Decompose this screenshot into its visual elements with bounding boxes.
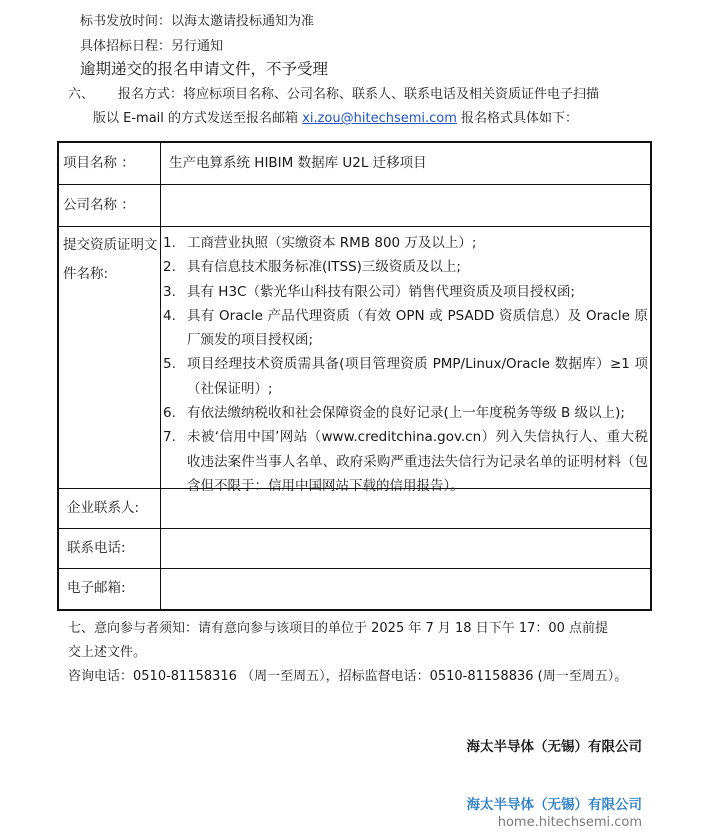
late-submission-notice: 逾期递交的报名申请文件，不予受理: [80, 60, 329, 78]
qualification-cell: [161, 227, 650, 494]
qualification-text: 具有 Oracle 产品代理资质（有效 OPN 或 PSADD 资质信息）及 Oracle 原厂颁发的项目授权函;: [187, 307, 648, 349]
email-row: [59, 569, 650, 609]
qualification-number: 6.: [163, 405, 176, 422]
qualification-text: 具有 H3C（紫光华山科技有限公司）销售代理资质及项目授权函;: [187, 283, 576, 300]
qualification-row: [59, 227, 650, 494]
phone-label: 联系电话:: [59, 529, 161, 568]
watermark-url: home.hitechsemi.com: [497, 815, 642, 830]
qualification-text: 有依法缴纳税收和社会保障资金的良好记录(上一年度税务等级 B 级以上);: [187, 405, 625, 422]
section6-line2-after: 报名格式具体如下：: [461, 111, 579, 126]
qualification-item: [161, 280, 648, 304]
qualification-text: 具有信息技术服务标准(ITSS)三级资质及以上;: [187, 259, 461, 276]
project-name-value: 生产电算系统 HIBIM 数据库 U2L 迁移项目: [169, 155, 427, 171]
phone-row: [59, 529, 650, 569]
watermark-company-name: 海太半导体（无锡）有限公司: [466, 797, 642, 813]
qualification-item: [161, 304, 648, 353]
qualification-item: [161, 231, 648, 255]
qualification-item: [161, 425, 648, 498]
schedule-line: 具体招标日程：另行通知: [80, 39, 224, 54]
company-name-field[interactable]: [161, 185, 650, 226]
project-name-label: 项目名称 ：: [59, 143, 161, 184]
company-signature: 海太半导体（无锡）有限公司: [466, 739, 642, 755]
section6-line1: 报名方式：将应标项目名称、公司名称、联系人、联系电话及相关资质证件电子扫描: [118, 87, 600, 102]
section7-line2: 交上述文件。: [68, 645, 147, 660]
qualification-number: 7.: [163, 429, 176, 446]
section6-line2: [93, 107, 578, 126]
qualification-list: [161, 231, 648, 498]
qualification-number: 4.: [163, 307, 176, 324]
qualification-number: 3.: [163, 283, 176, 300]
qualification-item: [161, 255, 648, 279]
section6-line2-before: 版以 E-mail 的方式发送至报名邮箱: [93, 111, 299, 126]
phone-field[interactable]: [161, 529, 650, 568]
project-row: [59, 143, 650, 185]
qualification-text: 未被‘信用中国’网站（www.creditchina.gov.cn）列入失信执行人、重大税收违法案件当事人名单、政府采购严重违法失信行为记录名单的证明材料（包含但不限于：信用中国网站下载的信用报告）。: [187, 429, 648, 494]
qualification-label: 提交资质证明文件名称:: [59, 227, 161, 488]
qualification-item: [161, 401, 648, 425]
qualification-item: [161, 352, 648, 401]
contact-row: [59, 489, 650, 529]
registration-form-table: [57, 141, 652, 611]
email-label: 电子邮箱:: [59, 569, 161, 609]
qualification-number: 2.: [163, 259, 176, 276]
contact-person-field[interactable]: [161, 489, 650, 528]
email-field[interactable]: [161, 569, 650, 609]
section7-line1: 七、意向参与者须知：请有意向参与该项目的单位于 2025 年 7 月 18 日下午 17：00 点前提: [68, 621, 609, 636]
qualification-number: 5.: [163, 356, 176, 373]
qualification-text: 项目经理技术资质需具备(项目管理资质 PMP/Linux/Oracle 数据库）≥1 项（社保证明）;: [187, 356, 648, 397]
qualification-number: 1.: [163, 235, 176, 251]
contact-person-label: 企业联系人:: [59, 489, 161, 528]
registration-email-link[interactable]: xi.zou@hitechsemi.com: [302, 111, 457, 126]
section6-number: 六、: [68, 87, 95, 102]
company-name-label: 公司名称 ：: [59, 185, 161, 226]
consult-phone-line: 咨询电话：0510-81158316 （周一至周五），招标监督电话：0510-81158836 (周一至周五）。: [68, 669, 628, 684]
issue-time-line: 标书发放时间：以海太邀请投标通知为准: [80, 14, 315, 29]
qualification-text: 工商营业执照（实缴资本 RMB 800 万及以上）;: [187, 235, 477, 251]
company-row: [59, 185, 650, 227]
